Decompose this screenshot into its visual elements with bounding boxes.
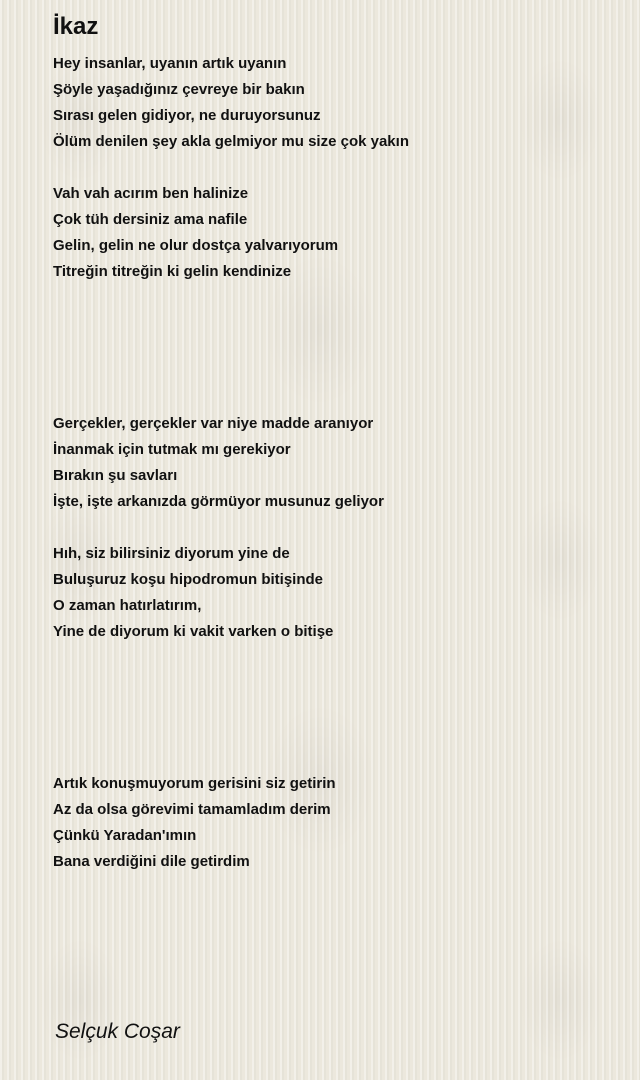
poem-line: Vah vah acırım ben halinize bbox=[53, 185, 249, 202]
poem-line: İşte, işte arkanızda görmüyor musunuz geliyor bbox=[53, 493, 384, 510]
poem-line: Hey insanlar, uyanın artık uyanın bbox=[53, 55, 287, 72]
poem-line: Buluşuruz koşu hipodromun bitişinde bbox=[53, 571, 323, 588]
poem-line: Az da olsa görevimi tamamladım derim bbox=[53, 801, 331, 818]
poem-line: Artık konuşmuyorum gerisini siz getirin bbox=[53, 775, 336, 792]
poem-line: Hıh, siz bilirsiniz diyorum yine de bbox=[53, 545, 290, 562]
stanza-1 bbox=[53, 51, 409, 155]
poem-line: Şöyle yaşadığınız çevreye bir bakın bbox=[53, 81, 305, 98]
poem-line: Titreğin titreğin ki gelin kendinize bbox=[53, 263, 292, 280]
poem-line: Bırakın şu savları bbox=[53, 467, 178, 484]
poem-title: İkaz bbox=[53, 13, 99, 40]
poem-line: İnanmak için tutmak mı gerekiyor bbox=[53, 441, 291, 458]
poem-line: Gelin, gelin ne olur dostça yalvarıyorum bbox=[53, 237, 339, 254]
stanza-3 bbox=[53, 411, 384, 515]
stanza-5 bbox=[53, 771, 336, 875]
poem-line: Çok tüh dersiniz ama nafile bbox=[53, 211, 248, 228]
stanza-4 bbox=[53, 541, 333, 645]
poem-line: Sırası gelen gidiyor, ne duruyorsunuz bbox=[53, 107, 321, 124]
poem-line: O zaman hatırlatırım, bbox=[53, 597, 202, 614]
poem-line: Bana verdiğini dile getirdim bbox=[53, 853, 250, 870]
poem-line: Gerçekler, gerçekler var niye madde aranıyor bbox=[53, 415, 374, 432]
poem-line: Ölüm denilen şey akla gelmiyor mu size çok yakın bbox=[53, 133, 409, 150]
poem-author: Selçuk Coşar bbox=[55, 1020, 180, 1043]
poem-line: Çünkü Yaradan'ımın bbox=[53, 827, 197, 844]
poem-line: Yine de diyorum ki vakit varken o bitişe bbox=[53, 623, 334, 640]
stanza-2 bbox=[53, 181, 338, 285]
